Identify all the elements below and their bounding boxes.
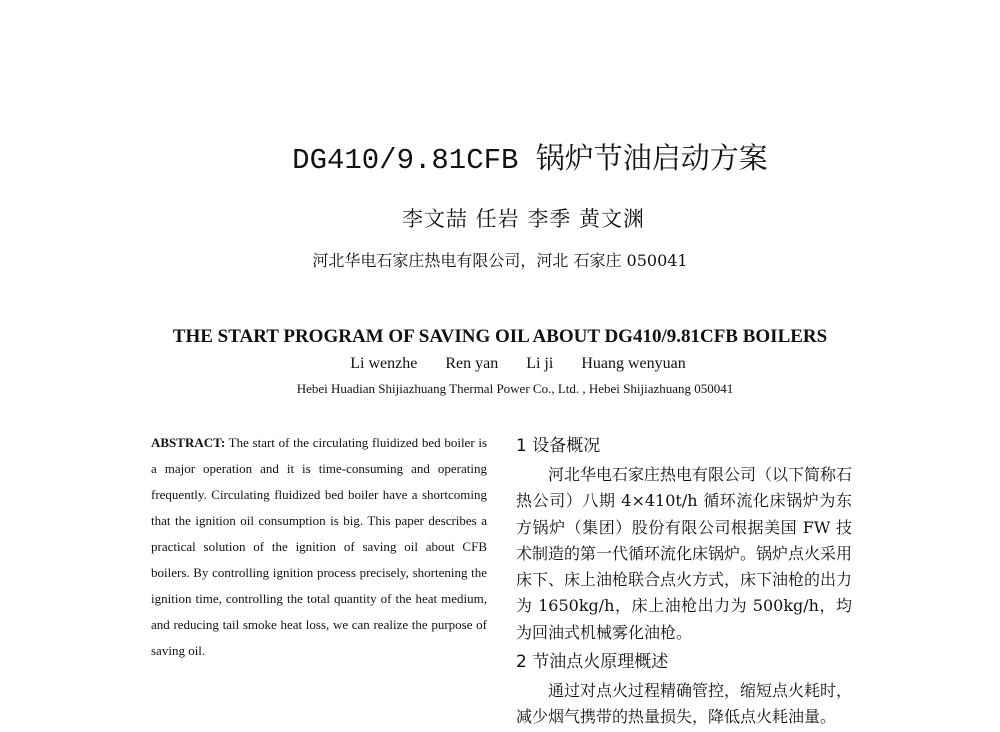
author-name: Huang wenyuan [581, 355, 686, 372]
affiliation-chinese: 河北华电石家庄热电有限公司，河北 石家庄 050041 [312, 251, 688, 270]
body-column [516, 430, 852, 732]
author-name: Ren yan [445, 355, 499, 372]
abstract-text: The start of the circulating fluidized bed boiler is a major operation and it is time-consuming and operating frequently. Circulating fluidized bed boiler have a shortcoming that the ignition oil consumption is big. This paper describes a practical solution of the ignition of saving oil about CFB boilers. By controlling ignition process precisely, shortening the ignition time, controlling the total quantity of the heat medium, and reducing tail smoke heat loss, we can realize the purpose of saving oil. [151, 435, 488, 658]
abstract [151, 430, 487, 664]
paper-title-english: THE START PROGRAM OF SAVING OIL ABOUT DG410/9.81CFB BOILERS [172, 326, 828, 347]
abstract-label: ABSTRACT: [151, 435, 226, 450]
section-paragraph: 河北华电石家庄热电有限公司（以下简称石热公司）八期 4×410t/h 循环流化床锅炉为东方锅炉（集团）股份有限公司根据美国 FW 技术制造的第一代循环流化床锅炉。锅炉点火采用床下、床上油枪联合点火方式，床下油枪的出力为 1650kg/h，床上油枪出力为 500kg/h，均为回油式机械雾化油枪。 [516, 465, 853, 642]
author-name: Li ji [526, 355, 554, 372]
section-heading: 1 设备概况 [516, 436, 601, 456]
title-model-code: DG410/9.81CFB 锅炉节油启动方案 [292, 144, 768, 177]
section-paragraph: 通过对点火过程精确管控，缩短点火耗时，减少烟气携带的热量损失，降低点火耗油量。 [516, 681, 852, 727]
affiliation-english: Hebei Huadian Shijiazhuang Thermal Power Co., Ltd. , Hebei Shijiazhuang 050041 [296, 381, 734, 396]
authors-english [0, 352, 1000, 376]
paper-title-chinese [0, 136, 1000, 183]
authors-chinese: 李文喆 任岩 李季 黄文渊 [401, 207, 646, 231]
author-name: Li wenzhe [350, 355, 418, 372]
section-heading: 2 节油点火原理概述 [516, 652, 669, 673]
